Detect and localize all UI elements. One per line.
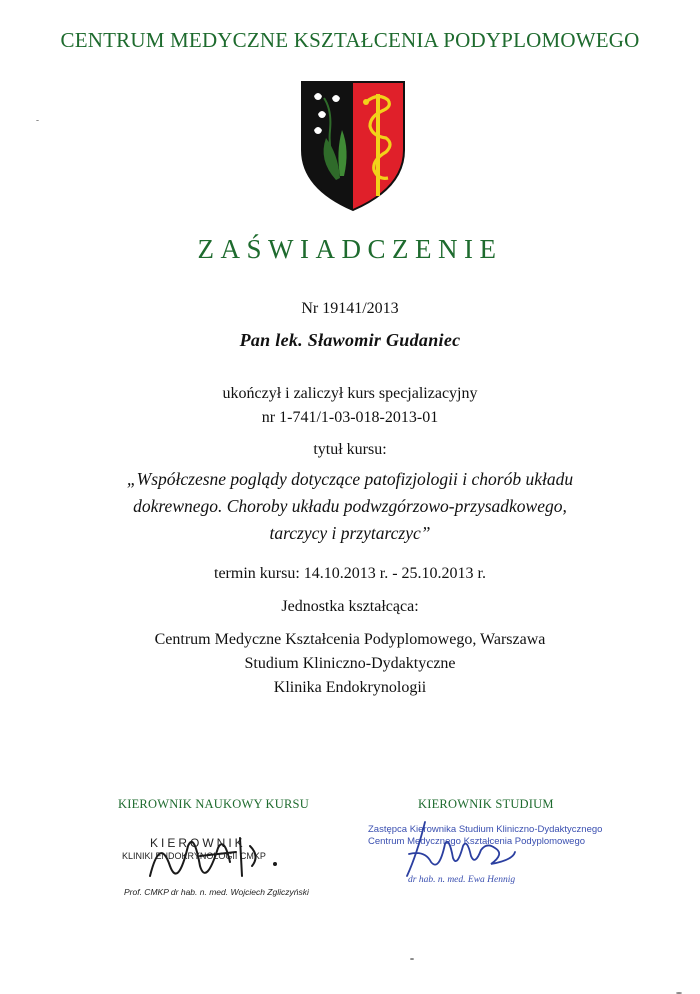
course-title-line: dokrewnego. Choroby układu podwzgórzowo-przysadkowego, — [133, 496, 567, 516]
right-stamp-line: Zastępca Kierownika Studium Kliniczno-Dydaktycznego — [368, 824, 603, 835]
unit-line: Centrum Medyczne Kształcenia Podyplomowego, Warszawa — [154, 631, 546, 648]
right-signature-scribble — [395, 814, 535, 884]
course-title-line: „Współczesne poglądy dotyczące patofizjologii i chorób układu — [126, 469, 574, 489]
certificate-number: Nr 19141/2013 — [301, 300, 399, 317]
course-number: nr 1-741/1-03-018-2013-01 — [261, 409, 439, 426]
right-stamp-line: Centrum Medycznego Kształcenia Podyplomowego — [368, 836, 586, 847]
right-signature-label: KIEROWNIK STUDIUM — [418, 797, 554, 811]
right-stamp-name: dr hab. n. med. Ewa Hennig — [408, 875, 516, 885]
left-stamp-line: KLINIKI ENDOKRYNOLOGII CMKP — [122, 851, 266, 861]
institution-name: CENTRUM MEDYCZNE KSZTAŁCENIA PODYPLOMOWEGO — [60, 28, 640, 52]
course-title-label: tytuł kursu: — [313, 441, 387, 458]
caduceus-lily-shield-icon — [300, 80, 406, 212]
left-signature-label: KIEROWNIK NAUKOWY KURSU — [118, 797, 309, 811]
course-term: termin kursu: 14.10.2013 r. - 25.10.2013 r. — [214, 565, 486, 582]
left-signature-scribble — [140, 826, 290, 896]
left-stamp-name: Prof. CMKP dr hab. n. med. Wojciech Zgliczyński — [124, 887, 309, 897]
unit-label: Jednostka kształcąca: — [281, 598, 419, 615]
scan-speck — [36, 120, 39, 121]
unit-line: Studium Kliniczno-Dydaktyczne — [244, 655, 456, 672]
scan-speck — [410, 958, 414, 960]
unit-line: Klinika Endokrynologii — [273, 679, 427, 696]
certificate-title: ZAŚWIADCZENIE — [197, 234, 503, 264]
recipient-name: Pan lek. Sławomir Gudaniec — [239, 330, 461, 350]
left-stamp-title: KIEROWNIK — [150, 836, 246, 850]
completed-text: ukończył i zaliczył kurs specjalizacyjny — [222, 385, 478, 402]
course-title-line: tarczycy i przytarczyc” — [269, 523, 431, 543]
